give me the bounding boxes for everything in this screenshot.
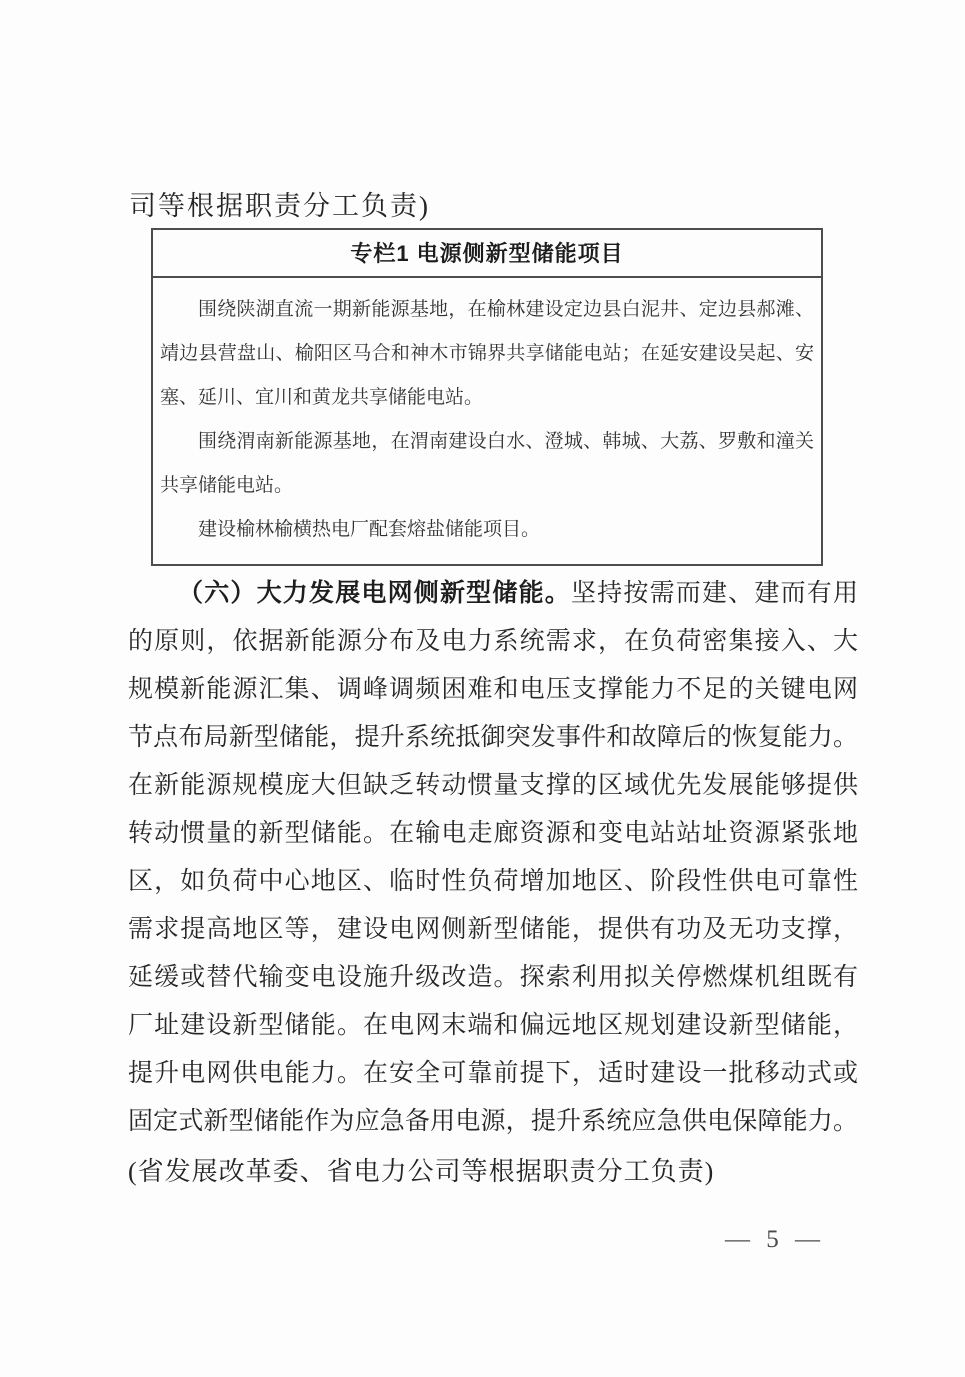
- body-line: 提升电网供电能力。在安全可靠前提下，适时建设一批移动式或: [128, 1060, 858, 1087]
- continuation-text: 司等根据职责分工负责): [129, 191, 430, 221]
- box-paragraph-line: 建设榆林榆横热电厂配套熔盐储能项目。: [198, 519, 541, 540]
- box-paragraph-line: 塞、延川、宜川和黄龙共享储能电站。: [160, 387, 484, 408]
- body-line-text: 坚持按需而建、建而有用: [570, 580, 858, 607]
- section-lead-heading: （六）大力发展电网侧新型储能。: [178, 580, 571, 607]
- box-paragraph-line: 围绕渭南新能源基地，在渭南建设白水、澄城、韩城、大荔、罗敷和潼关: [198, 431, 814, 452]
- page-number: — 5 —: [725, 1226, 825, 1253]
- box-paragraph-line: 围绕陕湖直流一期新能源基地，在榆林建设定边县白泥井、定边县郝滩、: [198, 299, 814, 320]
- body-line: 区，如负荷中心地区、临时性负荷增加地区、阶段性供电可靠性: [128, 868, 858, 895]
- box-paragraph-line: 靖边县营盘山、榆阳区马合和神木市锦界共享储能电站；在延安建设吴起、安: [160, 343, 814, 364]
- body-line: 转动惯量的新型储能。在输电走廊资源和变电站站址资源紧张地: [128, 820, 858, 847]
- body-line: 需求提高地区等，建设电网侧新型储能，提供有功及无功支撑，: [128, 916, 858, 943]
- section-paragraph: [128, 570, 858, 1146]
- callout-box-title: 专栏1 电源侧新型储能项目: [153, 230, 821, 278]
- body-line: 的原则，依据新能源分布及电力系统需求，在负荷密集接入、大: [128, 628, 858, 655]
- body-line: 固定式新型储能作为应急备用电源，提升系统应急供电保障能力。: [128, 1108, 858, 1135]
- body-line: 厂址建设新型储能。在电网末端和偏远地区规划建设新型储能，: [128, 1012, 858, 1039]
- body-line: [128, 570, 858, 618]
- responsibility-note: (省发展改革委、省电力公司等根据职责分工负责): [128, 1157, 715, 1186]
- callout-box-body: [153, 278, 821, 564]
- box-paragraph-line: 共享储能电站。: [160, 475, 294, 496]
- body-line: 节点布局新型储能，提升系统抵御突发事件和故障后的恢复能力。: [128, 724, 858, 751]
- callout-box: [151, 228, 823, 566]
- body-line: 在新能源规模庞大但缺乏转动惯量支撑的区域优先发展能够提供: [128, 772, 858, 799]
- body-line: 规模新能源汇集、调峰调频困难和电压支撑能力不足的关键电网: [128, 676, 858, 703]
- body-line: 延缓或替代输变电设施升级改造。探索利用拟关停燃煤机组既有: [128, 964, 858, 991]
